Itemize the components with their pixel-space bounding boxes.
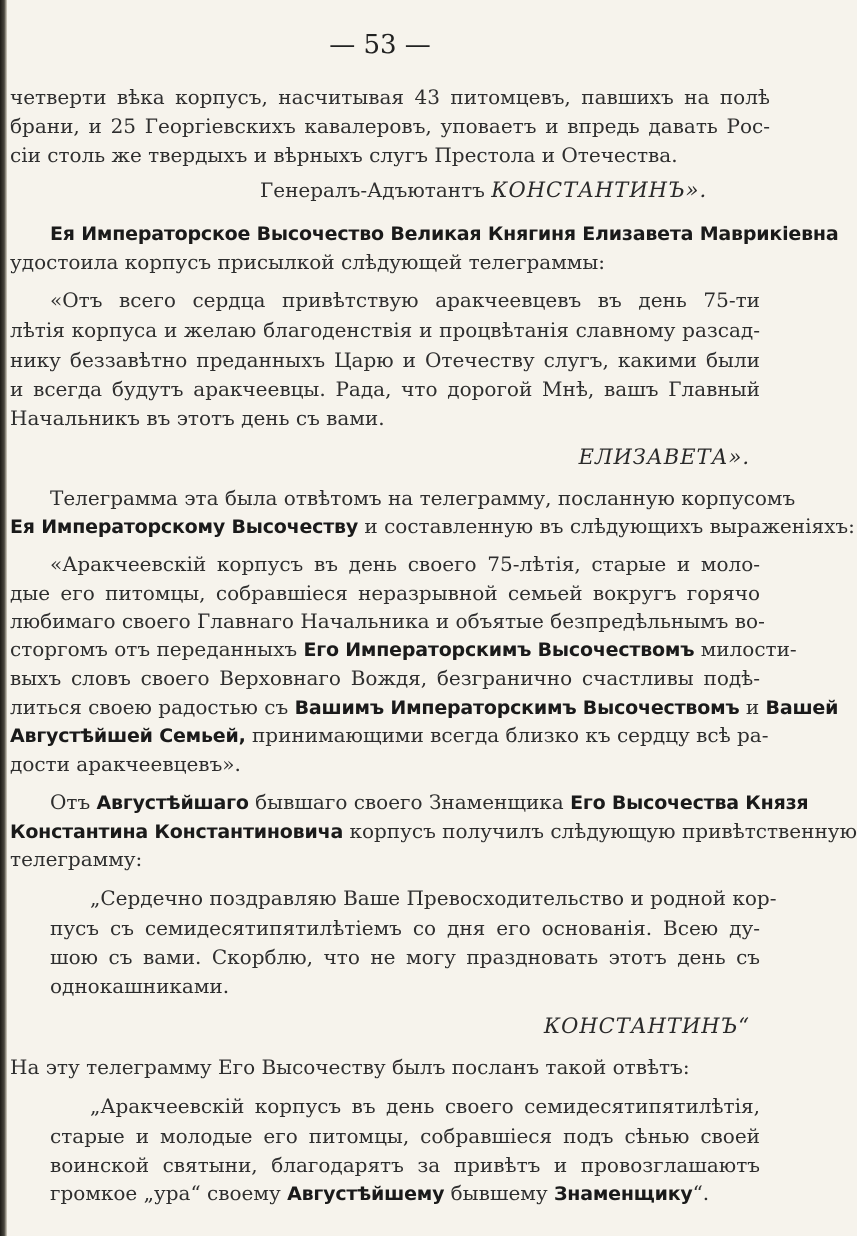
bold-phrase: Его Императорскимъ Высочествомъ bbox=[303, 639, 695, 661]
text-line bbox=[10, 723, 769, 748]
text-fragment: Отъ bbox=[50, 790, 91, 814]
text-line: четверти вѣка корпусъ, насчитывая 43 питомцевъ, павшихъ на полѣ bbox=[10, 85, 770, 109]
text-line: воинской святыни, благодарятъ за привѣтъ и провозглашаютъ bbox=[50, 1153, 760, 1177]
text-fragment: бывшаго своего Знаменщика bbox=[255, 790, 564, 814]
text-line bbox=[50, 1181, 760, 1206]
text-line bbox=[10, 695, 839, 720]
signature-name: КОНСТАНТИНЪ». bbox=[491, 178, 708, 202]
text-fragment: милости- bbox=[700, 637, 797, 661]
text-line: выхъ словъ своего Верховнаго Вождя, безгранично счастливы подѣ- bbox=[10, 666, 760, 690]
text-line: и всегда будутъ аракчеевцы. Рада, что дорогой Мнѣ, вашъ Главный bbox=[10, 377, 760, 401]
text-line bbox=[50, 790, 809, 815]
text-line: любимаго своего Главнаго Начальника и объятые безпредѣльнымъ во- bbox=[10, 609, 765, 633]
text-line: „Сердечно поздравляю Ваше Превосходительство и родной кор- bbox=[90, 886, 777, 910]
text-fragment: корпусъ получилъ слѣдующую привѣтственную bbox=[349, 819, 857, 843]
text-line: телеграмму: bbox=[10, 847, 143, 871]
signature-name: ЕЛИЗАВЕТА». bbox=[578, 445, 750, 469]
bold-phrase: Августѣйшей Семьей, bbox=[10, 725, 246, 747]
bold-title: Ея Императорское Высочество Великая Княгиня Елизавета Маврикіевна bbox=[50, 223, 839, 245]
text-line: старые и молодые его питомцы, собравшіеся подъ сѣнью своей bbox=[50, 1124, 760, 1148]
text-line: дости аракчеевцевъ». bbox=[10, 752, 241, 776]
text-fragment: и bbox=[745, 695, 760, 719]
text-line: На эту телеграмму Его Высочеству былъ посланъ такой отвѣтъ: bbox=[10, 1055, 690, 1079]
page-number: — 53 — bbox=[329, 30, 431, 60]
signature-title: Генералъ-Адъютантъ bbox=[260, 178, 485, 202]
text-line: «Отъ всего сердца привѣтствую аракчеевцевъ въ день 75-ти bbox=[50, 288, 760, 312]
text-fragment: сторгомъ отъ переданныхъ bbox=[10, 637, 298, 661]
text-line bbox=[10, 819, 857, 844]
text-line: нику беззавѣтно преданныхъ Царю и Отечеству слугъ, какими были bbox=[10, 348, 760, 372]
text-fragment: принимающими всегда близко къ сердцу всѣ ра- bbox=[251, 723, 769, 747]
text-line: «Аракчеевскій корпусъ въ день своего 75-лѣтія, старые и моло- bbox=[50, 552, 760, 576]
text-line: Телеграмма эта была отвѣтомъ на телеграмму, посланную корпусомъ bbox=[50, 486, 796, 510]
bold-phrase: Вашимъ Императорскимъ Высочествомъ bbox=[294, 697, 740, 719]
bold-phrase: Константина Константиновича bbox=[10, 821, 344, 843]
text-line: Начальникъ въ этотъ день съ вами. bbox=[10, 406, 385, 430]
bold-phrase: Августѣйшаго bbox=[96, 792, 249, 814]
bold-phrase: Вашей bbox=[765, 697, 839, 719]
text-line: дые его питомцы, собравшіеся неразрывной семьей вокругъ горячо bbox=[10, 581, 760, 605]
text-line bbox=[10, 514, 855, 539]
text-line bbox=[10, 637, 797, 662]
signature-line bbox=[260, 178, 760, 202]
bold-phrase: Августѣйшему bbox=[287, 1183, 445, 1205]
bold-phrase: Ея Императорскому Высочеству bbox=[10, 516, 359, 538]
text-fragment: и составленную въ слѣдующихъ выраженіяхъ: bbox=[364, 514, 855, 538]
text-line: однокашниками. bbox=[50, 974, 230, 998]
text-line: удостоила корпусъ присылкой слѣдующей телеграммы: bbox=[10, 250, 605, 274]
signature-name: КОНСТАНТИНЪ“ bbox=[543, 1014, 750, 1038]
text-fragment: литься своею радостью съ bbox=[10, 695, 289, 719]
text-line: лѣтія корпуса и желаю благоденствія и процвѣтанія славному разсад- bbox=[10, 318, 760, 342]
text-fragment: “. bbox=[692, 1181, 710, 1205]
text-fragment: бывшему bbox=[450, 1181, 548, 1205]
text-line: шою съ вами. Скорблю, что не могу праздновать этотъ день съ bbox=[50, 945, 760, 969]
text-line: пусъ съ семидесятипятилѣтіемъ со дня его основанія. Всею ду- bbox=[50, 916, 760, 940]
text-line-bold bbox=[50, 221, 839, 246]
text-line: сіи столь же твердыхъ и вѣрныхъ слугъ Престола и Отечества. bbox=[10, 143, 678, 167]
bold-phrase: Его Высочества Князя bbox=[570, 792, 809, 814]
text-line: „Аракчеевскій корпусъ въ день своего семидесятипятилѣтія, bbox=[90, 1094, 760, 1118]
document-page bbox=[10, 0, 857, 1236]
book-spine-edge bbox=[0, 0, 7, 1236]
text-line: брани, и 25 Георгіевскихъ кавалеровъ, уповаетъ и впредь давать Рос- bbox=[10, 114, 770, 138]
bold-phrase: Знаменщику bbox=[553, 1183, 693, 1205]
text-fragment: громкое „ура“ своему bbox=[50, 1181, 281, 1205]
